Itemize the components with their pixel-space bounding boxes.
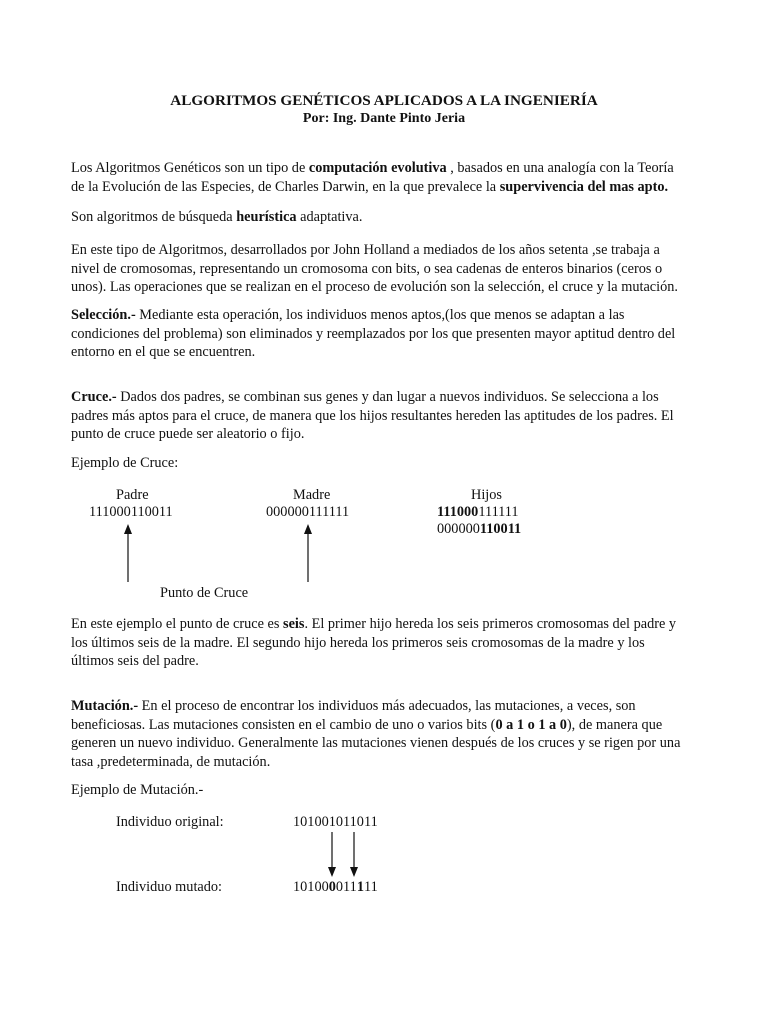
paragraph-line: En el proceso de encontrar los individuos más adecuados, las mutaciones, a veces, son [138, 698, 636, 714]
crossover-point-arrow-right [300, 524, 316, 584]
paragraph-line: últimos seis del padre. [71, 653, 199, 670]
paragraph-line: padres más aptos para el cruce, de manera que los hijos resultantes hereden las aptitudes de los padres. El [71, 407, 674, 424]
selection-paragraph [71, 306, 701, 362]
paragraph-line: entorno en el que se encuentren. [71, 344, 256, 361]
hijo-2-value [437, 520, 521, 539]
heuristic-paragraph [71, 208, 701, 227]
paragraph-line: los últimos seis de la madre. El segundo hijo hereda los primeros seis cromosomas de la madre y los [71, 634, 645, 651]
unchanged-bits: 10100 [293, 879, 329, 895]
intro-paragraph [71, 159, 701, 196]
hijo-1-inherited-bits: 111000 [437, 504, 479, 520]
cross-example-heading: Ejemplo de Cruce: [71, 455, 179, 471]
original-individual-label: Individuo original: [116, 814, 224, 830]
crossover-point-label: Punto de Cruce [160, 585, 249, 601]
mutation-paragraph [71, 697, 701, 771]
paragraph-line: condiciones del problema) son eliminados y reemplazados por los que presenten mayor aptitud dentro del [71, 325, 676, 342]
document-author: Por: Ing. Dante Pinto Jeria [302, 111, 466, 126]
mutation-heading: Mutación.- [71, 698, 139, 714]
hijo-1-value [437, 503, 519, 522]
document-title: ALGORITMOS GENÉTICOS APLICADOS A LA INGENIERÍA [170, 92, 598, 109]
mutation-arrow-right [346, 832, 362, 878]
mutated-bit: 1 [356, 879, 364, 895]
intro-text: Los Algoritmos Genéticos son un tipo de [71, 160, 309, 176]
intro-text: , basados en una analogía con la Teoría [446, 160, 674, 176]
paragraph-line: Dados dos padres, se combinan sus genes y dan lugar a nuevos individuos. Se selecciona a los [116, 389, 659, 405]
madre-label: Madre [293, 487, 331, 503]
intro-bold-term: computación evolutiva [308, 160, 447, 176]
heuristic-text: Son algoritmos de búsqueda [71, 209, 237, 225]
paragraph-text: . El primer hijo hereda los seis primeros cromosomas del padre y [304, 616, 677, 632]
mutated-individual-value [293, 878, 378, 897]
hijo-1-rest-bits: 111111 [478, 504, 519, 520]
padre-value: 111000110011 [89, 504, 173, 520]
mutation-example-heading: Ejemplo de Mutación.- [71, 782, 204, 798]
hijos-label: Hijos [471, 487, 502, 503]
paragraph-line: En este tipo de Algoritmos, desarrollados por John Holland a mediados de los años setenta ,se trabaja a [71, 242, 660, 258]
intro-bold-term: supervivencia del mas apto. [499, 178, 669, 195]
paragraph-text: ), de manera que [566, 716, 663, 733]
padre-label: Padre [116, 487, 149, 503]
paragraph-text: En este ejemplo el punto de cruce es [71, 616, 283, 632]
paragraph-line: Mediante esta operación, los individuos menos aptos,(los que menos se adaptan a las [135, 307, 625, 323]
paragraph-line: unos). Las operaciones que se realizan en el proceso de evolución son la selección, el cruce y la mutación. [71, 279, 678, 296]
paragraph-line: nivel de cromosomas, representando un cromosoma con bits, o sea cadenas de enteros binarios (ceros o [71, 260, 663, 277]
mutated-bit: 0 [328, 879, 336, 895]
mutation-arrow-left [324, 832, 340, 878]
mutated-individual-label: Individuo mutado: [116, 879, 223, 895]
unchanged-bits: 011 [335, 879, 357, 895]
holland-paragraph [71, 241, 701, 297]
intro-text: de la Evolución de las Especies, de Charles Darwin, en la que prevalece la [71, 178, 500, 195]
paragraph-line: punto de cruce puede ser aleatorio o fijo. [71, 426, 305, 443]
paragraph-line: generen un nuevo individuo. Generalmente las mutaciones vienen después de los cruces y se rigen por una [71, 735, 681, 752]
cross-point-value: seis [283, 616, 305, 632]
unchanged-bits: 11 [363, 879, 378, 895]
mutation-rule: 0 a 1 o 1 a 0 [495, 716, 567, 733]
heuristic-text: adaptativa. [296, 209, 363, 225]
crossover-paragraph [71, 388, 701, 444]
cross-explanation-paragraph [71, 615, 701, 671]
paragraph-line: tasa ,predeterminada, de mutación. [71, 753, 271, 770]
crossover-point-arrow-left [120, 524, 136, 584]
madre-value: 000000111111 [266, 504, 350, 520]
hijo-2-rest-bits: 000000 [437, 521, 480, 537]
crossover-heading: Cruce.- [71, 389, 117, 405]
hijo-2-inherited-bits: 110011 [479, 521, 522, 537]
paragraph-text: beneficiosas. Las mutaciones consisten en el cambio de uno o varios bits ( [71, 716, 496, 733]
selection-heading: Selección.- [71, 307, 136, 323]
heuristic-bold-term: heurística [236, 209, 297, 225]
original-individual-value: 101001011011 [293, 814, 378, 830]
